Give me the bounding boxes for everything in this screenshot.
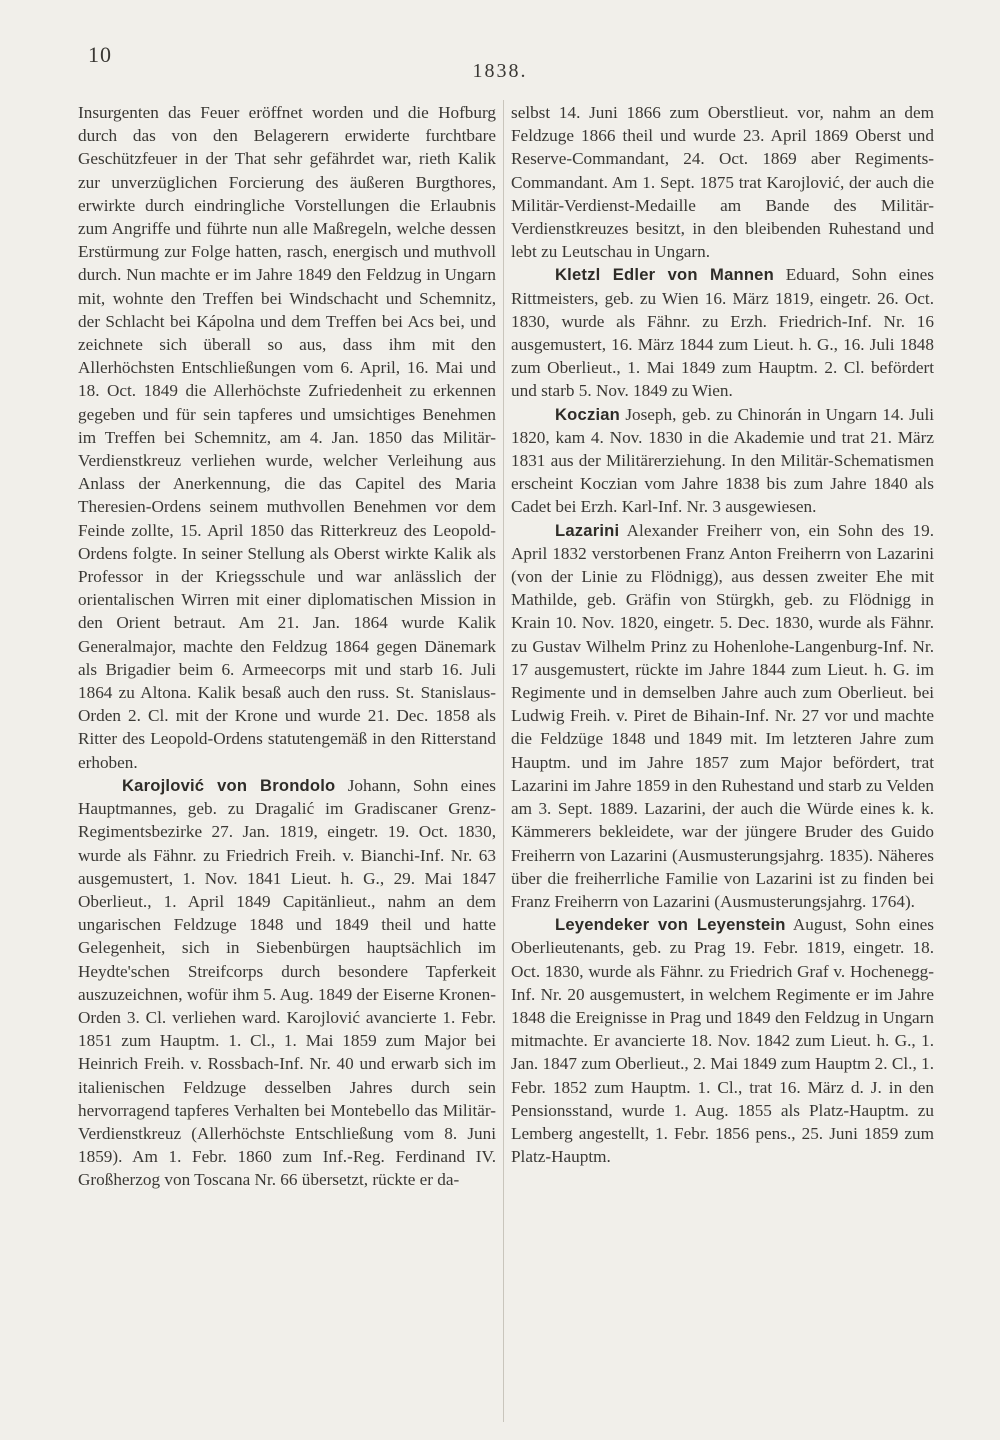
entry-text: Joseph, geb. zu Chinorán in Ungarn 14. Juli 1820, kam 4. Nov. 1830 in die Akademie und trat 21. März 1831 aus der Militärerziehung. In den Militär-Schematismen erscheint Koczian vom Jahre 1838 bis zum Jahre 1840 als Cadet bei Erzh. Karl-Inf. Nr. 3 ausgewiesen. [511, 404, 934, 517]
entry-name: Kletzl Edler von Mannen [555, 265, 774, 285]
entry-text: August, Sohn eines Oberlieutenants, geb. zu Prag 19. Febr. 1819, eingetr. 18. Oct. 1830, wurde als Fähnr. zu Friedrich Graf v. Hochenegg-Inf. Nr. 20 ausgemustert, in welchem Regimente er im Jahre 1848 die Ereignisse in Prag und 1849 den Feldzug in Ungarn mitmachte. Er avancierte 18. Nov. 1842 zum Lieut. h. G., 1. Jan. 1847 zum Oberlieut., 2. Mai 1849 zum Hauptm 2. Cl., 1. Febr. 1852 zum Hauptm. 1. Cl., trat 16. März d. J. in den Pensionsstand, wurde 1. Aug. 1855 als Platz-Hauptm. zu Lemberg angestellt, 1. Febr. 1856 pens., 25. Juni 1859 zum Platz-Hauptm. [511, 915, 934, 1167]
biography-entry [511, 519, 934, 913]
entry-name: Koczian [555, 404, 621, 424]
right-column [511, 101, 934, 1421]
entry-name: Lazarini [555, 520, 620, 540]
entry-name: Leyendeker von Leyenstein [555, 915, 786, 935]
left-column [78, 101, 496, 1421]
entry-text: Johann, Sohn eines Hauptmannes, geb. zu Dragalić im Gradiscaner Grenz-Regimentsbezirke 27. Jan. 1819, eingetr. 19. Oct. 1830, wurde als Fähnr. zu Friedrich Freih. v. Bianchi-Inf. Nr. 63 ausgemustert, 1. Nov. 1841 Lieut. h. G., 29. Mai 1847 Oberlieut., 1. April 1849 Capitänlieut., nahm an dem ungarischen Feldzuge 1848 und 1849 theil und hatte Gelegenheit, sich in Siebenbürgen hauptsächlich im Heydte'schen Streifcorps durch besondere Tapferkeit auszuzeichnen, wofür ihm 5. Aug. 1849 der Eiserne Kronen-Orden 3. Cl. verliehen ward. Karojlović avancierte 1. Febr. 1851 zum Hauptm. 1. Cl., 1. Mai 1859 zum Major bei Heinrich Freih. v. Rossbach-Inf. Nr. 40 und erwarb sich im italienischen Feldzuge desselben Jahres durch sein hervorragend tapferes Verhalten bei Montebello das Militär-Verdienstkreuz (Allerhöchste Entschließung vom 8. Juni 1859). Am 1. Febr. 1860 zum Inf.-Reg. Ferdinand IV. Großherzog von Toscana Nr. 66 übersetzt, rückte er da- [78, 775, 496, 1190]
continued-paragraph: selbst 14. Juni 1866 zum Oberstlieut. vor, nahm an dem Feldzuge 1866 theil und wurde 23. April 1869 Oberst und Reserve-Commandant, 24. Oct. 1869 aber Regiments-Commandant. Am 1. Sept. 1875 trat Karojlović, der auch die Militär-Verdienst-Medaille am Bande des Militär-Verdienstkreuzes besitzt, in den bleibenden Ruhestand und lebt zu Leutschau in Ungarn. [511, 103, 934, 262]
column-divider [503, 100, 504, 1422]
entry-text: Alexander Freiherr von, ein Sohn des 19. April 1832 verstorbenen Franz Anton Freiherrn von Lazarini (von der Linie zu Flödnigg), aus dessen zweiter Ehe mit Mathilde, geb. Gräfin von Stürgkh, geb. zu Flödnigg in Krain 10. Nov. 1820, eingetr. 5. Dec. 1830, wurde als Fähnr. zu Gustav Wilhelm Prinz zu Hohenlohe-Langenburg-Inf. Nr. 17 ausgemustert, rückte im Jahre 1844 zum Lieut. h. G. im Regimente und in demselben Jahre auch zum Oberlieut. bei Ludwig Freih. v. Piret de Bihain-Inf. Nr. 27 vor und machte die Feldzüge 1848 und 1849 mit. Im letzteren Jahre zum Hauptm. und im Jahre 1857 zum Major befördert, trat Lazarini im Jahre 1859 in den Ruhestand und starb zu Velden am 3. Sept. 1889. Lazarini, der auch die Würde eines k. k. Kämmerers bekleidete, war der jüngere Bruder des Guido Freiherrn von Lazarini (Ausmusterungsjahrg. 1835). Näheres über die freiherrliche Familie von Lazarini ist zu finden bei Franz Freiherrn von Lazarini (Ausmusterungsjahrg. 1764). [511, 520, 934, 911]
entry-name: Karojlović von Brondolo [122, 775, 336, 795]
entry-text: Eduard, Sohn eines Rittmeisters, geb. zu Wien 16. März 1819, eingetr. 26. Oct. 1830, wurde als Fähnr. zu Erzh. Friedrich-Inf. Nr. 16 ausgemustert, 16. März 1844 zum Lieut. h. G., 16. Juli 1848 zum Oberlieut., 1. Mai 1849 zum Hauptm. 2. Cl. befördert und starb 5. Nov. 1849 zu Wien. [511, 265, 934, 401]
year-header: 1838. [472, 60, 528, 82]
biography-entry [511, 263, 934, 402]
page-number: 10 [88, 42, 112, 67]
biography-entry [511, 913, 934, 1168]
continued-paragraph: Insurgenten das Feuer eröffnet worden und die Hofburg durch das von den Belagerern erwiderte furchtbare Geschützfeuer in der That sehr gefährdet war, rieth Kalik zur unverzüglichen Forcierung des äußeren Burgthores, erwirkte durch eindringliche Vorstellungen die Erlaubnis zum Angriffe und führte nun alle Maßregeln, welche dessen Erstürmung zur Folge hatten, rasch, energisch und muthvoll durch. Nun machte er im Jahre 1849 den Feldzug in Ungarn mit, wohnte den Treffen bei Windschacht und Schemnitz, der Schlacht bei Kápolna und dem Treffen bei Acs bei, und zeichnete sich überall so aus, dass ihm mit den Allerhöchsten Entschließungen vom 6. April, 16. Mai und 18. Oct. 1849 die Allerhöchste Zufriedenheit zu erkennen gegeben und für sein tapferes und umsichtiges Benehmen im Treffen bei Schemnitz, am 4. Jan. 1850 das Militär-Verdienstkreuz verliehen wurde, welcher Verleihung aus Anlass der Anerkennung, die das Capitel des Maria Theresien-Ordens seinem muthvollen Benehmen vor dem Feinde zollte, 15. April 1850 das Ritterkreuz des Leopold-Ordens folgte. In seiner Stellung als Oberst wirkte Kalik als Professor in der Kriegsschule und war anlässlich der orientalischen Wirren mit einer diplomatischen Mission in den Orient betraut. Am 21. Jan. 1864 wurde Kalik Generalmajor, machte den Feldzug 1864 gegen Dänemark als Brigadier beim 6. Armeecorps mit und starb 16. Juli 1864 zu Altona. Kalik besaß auch den russ. St. Stanislaus-Orden 2. Cl. mit der Krone und wurde 21. Dec. 1858 als Ritter des Leopold-Ordens statutengemäß in den Ritterstand erhoben. [78, 103, 496, 772]
biography-entry [511, 403, 934, 519]
biography-entry [78, 774, 496, 1192]
